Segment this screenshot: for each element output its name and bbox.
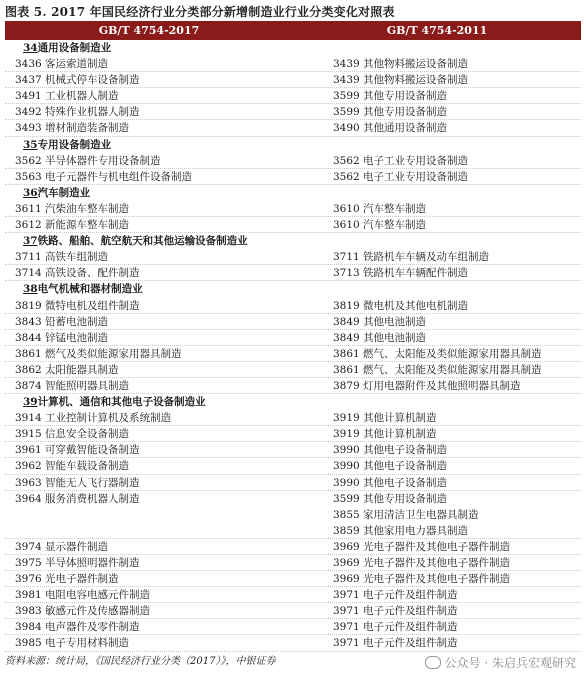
section-heading (5, 40, 581, 56)
cell-2011 (333, 346, 581, 361)
table-row (5, 603, 581, 619)
cell-2011 (333, 120, 581, 135)
cell-2017: 3491 工业机器人制造 (15, 90, 119, 103)
cell-2011 (333, 571, 581, 586)
cell-2017: 3611 汽柴油车整车制造 (15, 202, 130, 215)
cell-2011 (333, 442, 581, 457)
cell-2017: 3874 智能照明器具制造 (15, 379, 130, 392)
cell-2011-line: 3439 其他物料搬运设备制造 (333, 74, 469, 87)
section-heading (5, 185, 581, 201)
section-code: 34 (23, 42, 38, 54)
section-code: 39 (23, 396, 38, 409)
cell-2017: 3714 高铁设备、配件制造 (15, 267, 140, 280)
table-row (5, 362, 581, 378)
table-row (5, 619, 581, 635)
table-row (5, 346, 581, 362)
cell-2011-line: 3713 铁路机车车辆配件制造 (333, 267, 469, 280)
cell-2011 (333, 619, 581, 634)
section-heading (5, 281, 581, 297)
cell-2017: 3985 电子专用材料制造 (15, 637, 130, 650)
table-row (5, 169, 581, 185)
cell-2017: 3983 敏感元件及传感器制造 (15, 605, 151, 618)
cell-2017: 3819 微特电机及组件制造 (15, 299, 140, 312)
cell-2017: 3914 工业控制计算机及系统制造 (15, 412, 172, 425)
cell-2017: 3437 机械式停车设备制造 (15, 74, 140, 87)
cell-2011 (333, 410, 581, 425)
cell-2011-line: 3990 其他电子设备制造 (333, 460, 448, 473)
cell-2011 (333, 603, 581, 618)
cell-2017: 3492 特殊作业机器人制造 (15, 106, 140, 119)
table-row (5, 249, 581, 265)
cell-2017: 3915 信息安全设备制造 (15, 428, 130, 441)
cell-2011-line: 3849 其他电池制造 (333, 331, 427, 344)
cell-2011 (333, 539, 581, 554)
cell-2011-line: 3919 其他计算机制造 (333, 412, 437, 425)
section-name: 汽车制造业 (37, 186, 91, 199)
classification-table (5, 21, 581, 652)
cell-2011-line: 3971 电子元件及组件制造 (333, 605, 458, 618)
cell-2011 (333, 72, 581, 87)
cell-2017: 3563 电子元器件与机电组件设备制造 (15, 170, 193, 183)
table-row (5, 539, 581, 555)
table-row (5, 217, 581, 233)
cell-2017: 3843 铅蓄电池制造 (15, 315, 109, 328)
cell-2011 (333, 217, 581, 232)
cell-2017: 3974 显示器件制造 (15, 540, 109, 553)
section-heading (5, 137, 581, 153)
watermark-text: 公众号 · 朱启兵宏观研究 (444, 656, 576, 670)
figure-title: 图表 5. 2017 年国民经济行业分类部分新增制造业行业分类变化对照表 (5, 5, 395, 19)
cell-2017: 3493 增材制造装备制造 (15, 122, 130, 135)
cell-2011-line: 3490 其他通用设备制造 (333, 122, 448, 135)
cell-2011-line: 3562 电子工业专用设备制造 (333, 154, 469, 167)
cell-2011-line: 3969 光电子器件及其他电子器件制造 (333, 540, 511, 553)
cell-2011-line: 3861 燃气、太阳能及类似能源家用器具制造 (333, 347, 542, 360)
table-row (5, 314, 581, 330)
section-name: 计算机、通信和其他电子设备制造业 (37, 396, 206, 409)
wechat-icon (425, 656, 441, 669)
cell-2011-line: 3819 微电机及其他电机制造 (333, 299, 469, 312)
cell-2017: 3862 太阳能器具制造 (15, 363, 119, 376)
cell-2011-line: 3971 电子元件及组件制造 (333, 637, 458, 650)
cell-2017: 3861 燃气及类似能源家用器具制造 (15, 347, 182, 360)
table-row (5, 491, 581, 539)
cell-2011-line: 3562 电子工业专用设备制造 (333, 170, 469, 183)
table-row (5, 265, 581, 281)
cell-2011-line: 3599 其他专用设备制造 (333, 106, 448, 119)
table-row (5, 120, 581, 136)
cell-2017: 3436 客运索道制造 (15, 58, 109, 71)
cell-2011-line: 3971 电子元件及组件制造 (333, 589, 458, 602)
cell-2017: 3964 服务消费机器人制造 (15, 492, 140, 505)
cell-2011 (333, 249, 581, 264)
cell-2011-line: 3861 燃气、太阳能及类似能源家用器具制造 (333, 363, 542, 376)
cell-2011-line: 3711 铁路机车车辆及动车组制造 (333, 251, 490, 264)
cell-2011 (333, 265, 581, 280)
table-row (5, 635, 581, 651)
cell-2011 (333, 458, 581, 473)
table-row (5, 458, 581, 474)
header-left: GB/T 4754-2017 (98, 24, 200, 37)
section-name: 铁路、船舶、航空航天和其他运输设备制造业 (37, 235, 248, 248)
cell-2011-line: 3855 家用清洁卫生电器具制造 (333, 508, 479, 521)
cell-2011 (333, 169, 581, 184)
cell-2011-line: 3439 其他物料搬运设备制造 (333, 58, 469, 71)
section-code: 37 (23, 235, 38, 248)
table-row (5, 475, 581, 491)
section-name: 通用设备制造业 (37, 42, 112, 54)
table-row (5, 88, 581, 104)
cell-2017: 3612 新能源车整车制造 (15, 219, 130, 232)
cell-2011-line: 3990 其他电子设备制造 (333, 444, 448, 457)
cell-2011-line: 3990 其他电子设备制造 (333, 476, 448, 489)
table-row (5, 442, 581, 458)
cell-2017: 3975 半导体照明器件制造 (15, 557, 140, 570)
cell-2011-line: 3969 光电子器件及其他电子器件制造 (333, 557, 511, 570)
table-row (5, 330, 581, 346)
watermark (425, 654, 576, 671)
section-name: 专用设备制造业 (37, 138, 112, 151)
cell-2011 (333, 314, 581, 329)
table-body (5, 40, 581, 652)
cell-2011-line: 3879 灯用电器附件及其他照明器具制造 (333, 379, 521, 392)
cell-2017: 3963 智能无人飞行器制造 (15, 476, 140, 489)
section-name: 电气机械和器材制造业 (37, 283, 143, 296)
cell-2011 (333, 475, 581, 490)
cell-2011 (333, 362, 581, 377)
cell-2017: 3711 高铁车组制造 (15, 251, 109, 264)
table-row (5, 72, 581, 88)
cell-2011 (333, 378, 581, 393)
cell-2017: 3984 电声器件及零件制造 (15, 621, 140, 634)
header-right: GB/T 4754-2011 (386, 24, 488, 37)
table-row (5, 587, 581, 603)
source-footnote: 资料来源：统计局，《国民经济行业分类（2017）》，中银证券 (5, 656, 276, 667)
cell-2011-line: 3599 其他专用设备制造 (333, 492, 448, 505)
section-heading (5, 233, 581, 249)
table-row (5, 378, 581, 394)
table-row (5, 153, 581, 169)
table-row (5, 298, 581, 314)
section-code: 36 (23, 186, 38, 199)
cell-2011-line: 3610 汽车整车制造 (333, 219, 427, 232)
cell-2011-line: 3969 光电子器件及其他电子器件制造 (333, 573, 511, 586)
table-row (5, 56, 581, 72)
cell-2011 (333, 104, 581, 119)
section-heading (5, 394, 581, 410)
cell-2011 (333, 491, 581, 539)
cell-2011-line: 3610 汽车整车制造 (333, 202, 427, 215)
table-row (5, 555, 581, 571)
cell-2017: 3562 半导体器件专用设备制造 (15, 154, 161, 167)
cell-2017: 3962 智能车载设备制造 (15, 460, 130, 473)
table-row (5, 410, 581, 426)
section-code: 35 (23, 138, 38, 151)
cell-2017: 3844 锌锰电池制造 (15, 331, 109, 344)
cell-2011 (333, 153, 581, 168)
cell-2011 (333, 426, 581, 441)
cell-2011 (333, 56, 581, 71)
table-row (5, 201, 581, 217)
cell-2011-line: 3849 其他电池制造 (333, 315, 427, 328)
cell-2011-line: 3859 其他家用电力器具制造 (333, 524, 469, 537)
cell-2011-line: 3599 其他专用设备制造 (333, 90, 448, 103)
table-header (5, 21, 581, 40)
table-row (5, 104, 581, 120)
cell-2011 (333, 330, 581, 345)
cell-2011 (333, 88, 581, 103)
cell-2011-line: 3919 其他计算机制造 (333, 428, 437, 441)
cell-2017: 3981 电阻电容电感元件制造 (15, 589, 151, 602)
cell-2017: 3961 可穿戴智能设备制造 (15, 444, 140, 457)
section-code: 38 (23, 283, 38, 296)
cell-2011-line: 3971 电子元件及组件制造 (333, 621, 458, 634)
cell-2011 (333, 587, 581, 602)
table-row (5, 571, 581, 587)
cell-2011 (333, 635, 581, 650)
cell-2011 (333, 555, 581, 570)
cell-2017: 3976 光电子器件制造 (15, 573, 119, 586)
cell-2011 (333, 298, 581, 313)
table-row (5, 426, 581, 442)
cell-2011 (333, 201, 581, 216)
